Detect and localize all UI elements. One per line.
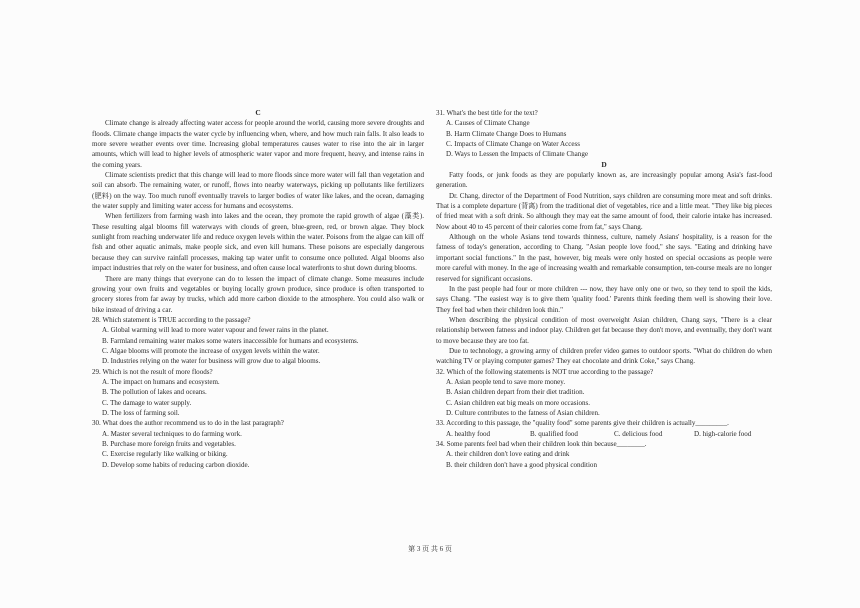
option-a: A. healthy food: [446, 429, 491, 438]
option-a: A. their children don't love eating and drink: [446, 450, 570, 459]
question-stem: 29. Which is not the result of more floods?: [92, 367, 213, 376]
option-b: B. Farmland remaining water makes some waters inaccessible for humans and ecosystems.: [102, 336, 359, 345]
passage-c-paragraph: There are many things that everyone can do to lessen the impact of climate change. Some measures include growing your own fruits and vegetables or buying locally grown produce, since produce is often transported to grocery stores from far away by trucks, which add more carbon dioxide to the atmosphere. You could also walk or bike instead of driving a car.: [92, 274, 424, 314]
passage-d-paragraph: Due to technology, a growing army of children prefer video games to outdoor sports. "What do children do when watching TV or playing computer games? They eat chocolate and drink Coke," says Chang.: [436, 346, 772, 366]
option-c: C. Asian children eat big meals on more occasions.: [446, 398, 591, 407]
passage-d-paragraph: Although on the whole Asians tend towards thinness, culture, namely Asians' hospitality, is a reason for the fatness of today's generation, according to Chang. "Asian people love food," she says. "Eating and drinking have important social functions." In the past, however, big meals were only hosted on special occasions as people were more careful with money. In the age of increasing wealth and remarkable consumption, ten-course meals are no longer reserved for significant occasions.: [436, 233, 772, 283]
question-33: [436, 418, 772, 439]
option-a: A. The impact on humans and ecosystem.: [102, 377, 220, 386]
question-29: [92, 367, 424, 419]
option-b: B. Asian children depart from their diet tradition.: [446, 388, 585, 397]
question-stem: 33. According to this passage, the "quality food" some parents give their children is actually_________.: [436, 419, 729, 428]
section-c-heading: C: [255, 108, 261, 117]
option-b: B. Harm Climate Change Does to Humans: [446, 129, 567, 138]
option-c: C. delicious food: [614, 429, 663, 438]
question-28: [92, 315, 424, 367]
passage-d-paragraph: When describing the physical condition of most overweight Asian children, Chang says, "There is a clear relationship between fatness and indoor play. Children get fat because they don't move, and eventually, they don't want to move because they are too fat.: [436, 315, 772, 345]
options-row: [446, 429, 772, 439]
right-column: [436, 108, 772, 470]
option-d: D. Ways to Lessen the Impacts of Climate Change: [446, 150, 588, 159]
question-stem: 30. What does the author recommend us to do in the last paragraph?: [92, 419, 284, 428]
question-32: [436, 367, 772, 419]
passage-c-paragraph: Climate change is already affecting water access for people around the world, causing more severe droughts and floods. Climate change impacts the water cycle by influencing when, where, and how much rain falls. It also leads to more severe weather events over time. Increasing global temperatures causes water to rise into the air in larger amounts, which will lead to higher levels of atmospheric water vapor and more frequent, heavy, and intense rains in the coming years.: [92, 119, 424, 169]
question-34: [436, 439, 772, 470]
option-c: C. Algae blooms will promote the increase of oxygen levels within the water.: [102, 346, 320, 355]
passage-c-paragraph: When fertilizers from farming wash into lakes and the ocean, they promote the rapid growth of algae (藻类). These resulting algal blooms fill waterways with clouds of green, blue-green, red, or brown algae. They block sunlight from reaching underwater life and reduce oxygen levels within the water. Poisons from the algae can kill off fish and other aquatic animals, make people sick, and even kill humans. These poisons are especially dangerous because they can survive rainfall processes, making tap water unfit to consume once polluted. Algal blooms also impact industries that rely on the water for business, and often cause local waterfronts to shut down during blooms.: [92, 212, 424, 273]
passage-c-paragraph: Climate scientists predict that this change will lead to more floods since more water will fall than vegetation and soil can absorb. The remaining water, or runoff, flows into nearby waterways, picking up pollutants like fertilizers (肥料) on the way. Too much runoff eventually travels to larger bodies of water like lakes, and the ocean, damaging the water supply and limiting water access for humans and ecosystems.: [92, 171, 424, 211]
question-stem: 34. Some parents feel bad when their children look thin because________.: [436, 440, 647, 448]
option-a: A. Global warming will lead to more water vapour and fewer rains in the planet.: [102, 326, 329, 335]
option-d: D. The loss of farming soil.: [102, 408, 180, 417]
question-30: [92, 418, 424, 470]
question-stem: 32. Which of the following statements is NOT true according to the passage?: [436, 367, 654, 376]
option-d: D. Industries relying on the water for business will grow due to algal blooms.: [102, 357, 321, 366]
passage-d-paragraph: Dr. Chang, director of the Department of Food Nutrition, says children are consuming more meat and soft drinks. That is a complete departure (背离) from the traditional diet of vegetables, rice and a little meat. "They like big pieces of fried meat with a soft drink. So although they may eat the same amount of food, their calorie intake has increased. Now about 40 to 45 percent of their calories come from fat," says Chang.: [436, 191, 772, 231]
passage-d-paragraph: In the past people had four or more children --- now, they have only one or two, so they tend to spoil the kids, says Chang. "The easiest way is to give them 'quality food.' Parents think feeding them well is showing their love. They feel bad when their children look thin.": [436, 284, 772, 314]
left-column: [92, 108, 424, 470]
option-b: B. The pollution of lakes and oceans.: [102, 388, 207, 397]
passage-d-paragraph: Fatty foods, or junk foods as they are popularly known as, are increasingly popular among Asia's fast-food generation.: [436, 171, 772, 190]
option-b: B. Purchase more foreign fruits and vegetables.: [102, 440, 236, 448]
option-d: D. Develop some habits of reducing carbon dioxide.: [102, 460, 250, 469]
question-stem: 28. Which statement is TRUE according to the passage?: [92, 315, 251, 324]
option-b: B. qualified food: [530, 429, 578, 438]
option-b: B. their children don't have a good physical condition: [446, 460, 597, 469]
section-d-heading: D: [601, 159, 607, 169]
option-c: C. Impacts of Climate Change on Water Access: [446, 140, 580, 149]
option-a: A. Causes of Climate Change: [446, 119, 530, 128]
page-footer: 第 3 页 共 6 页: [408, 545, 452, 553]
question-stem: 31. What's the best title for the text?: [436, 109, 538, 117]
option-d: D. Culture contributes to the fatness of Asian children.: [446, 408, 600, 417]
option-a: A. Asian people tend to save more money.: [446, 377, 566, 386]
option-d: D. high-calorie food: [694, 429, 752, 438]
option-a: A. Master several techniques to do farming work.: [102, 429, 242, 438]
option-c: C. Exercise regularly like walking or biking.: [102, 450, 228, 459]
question-31: [436, 108, 772, 160]
option-c: C. The damage to water supply.: [102, 398, 192, 407]
